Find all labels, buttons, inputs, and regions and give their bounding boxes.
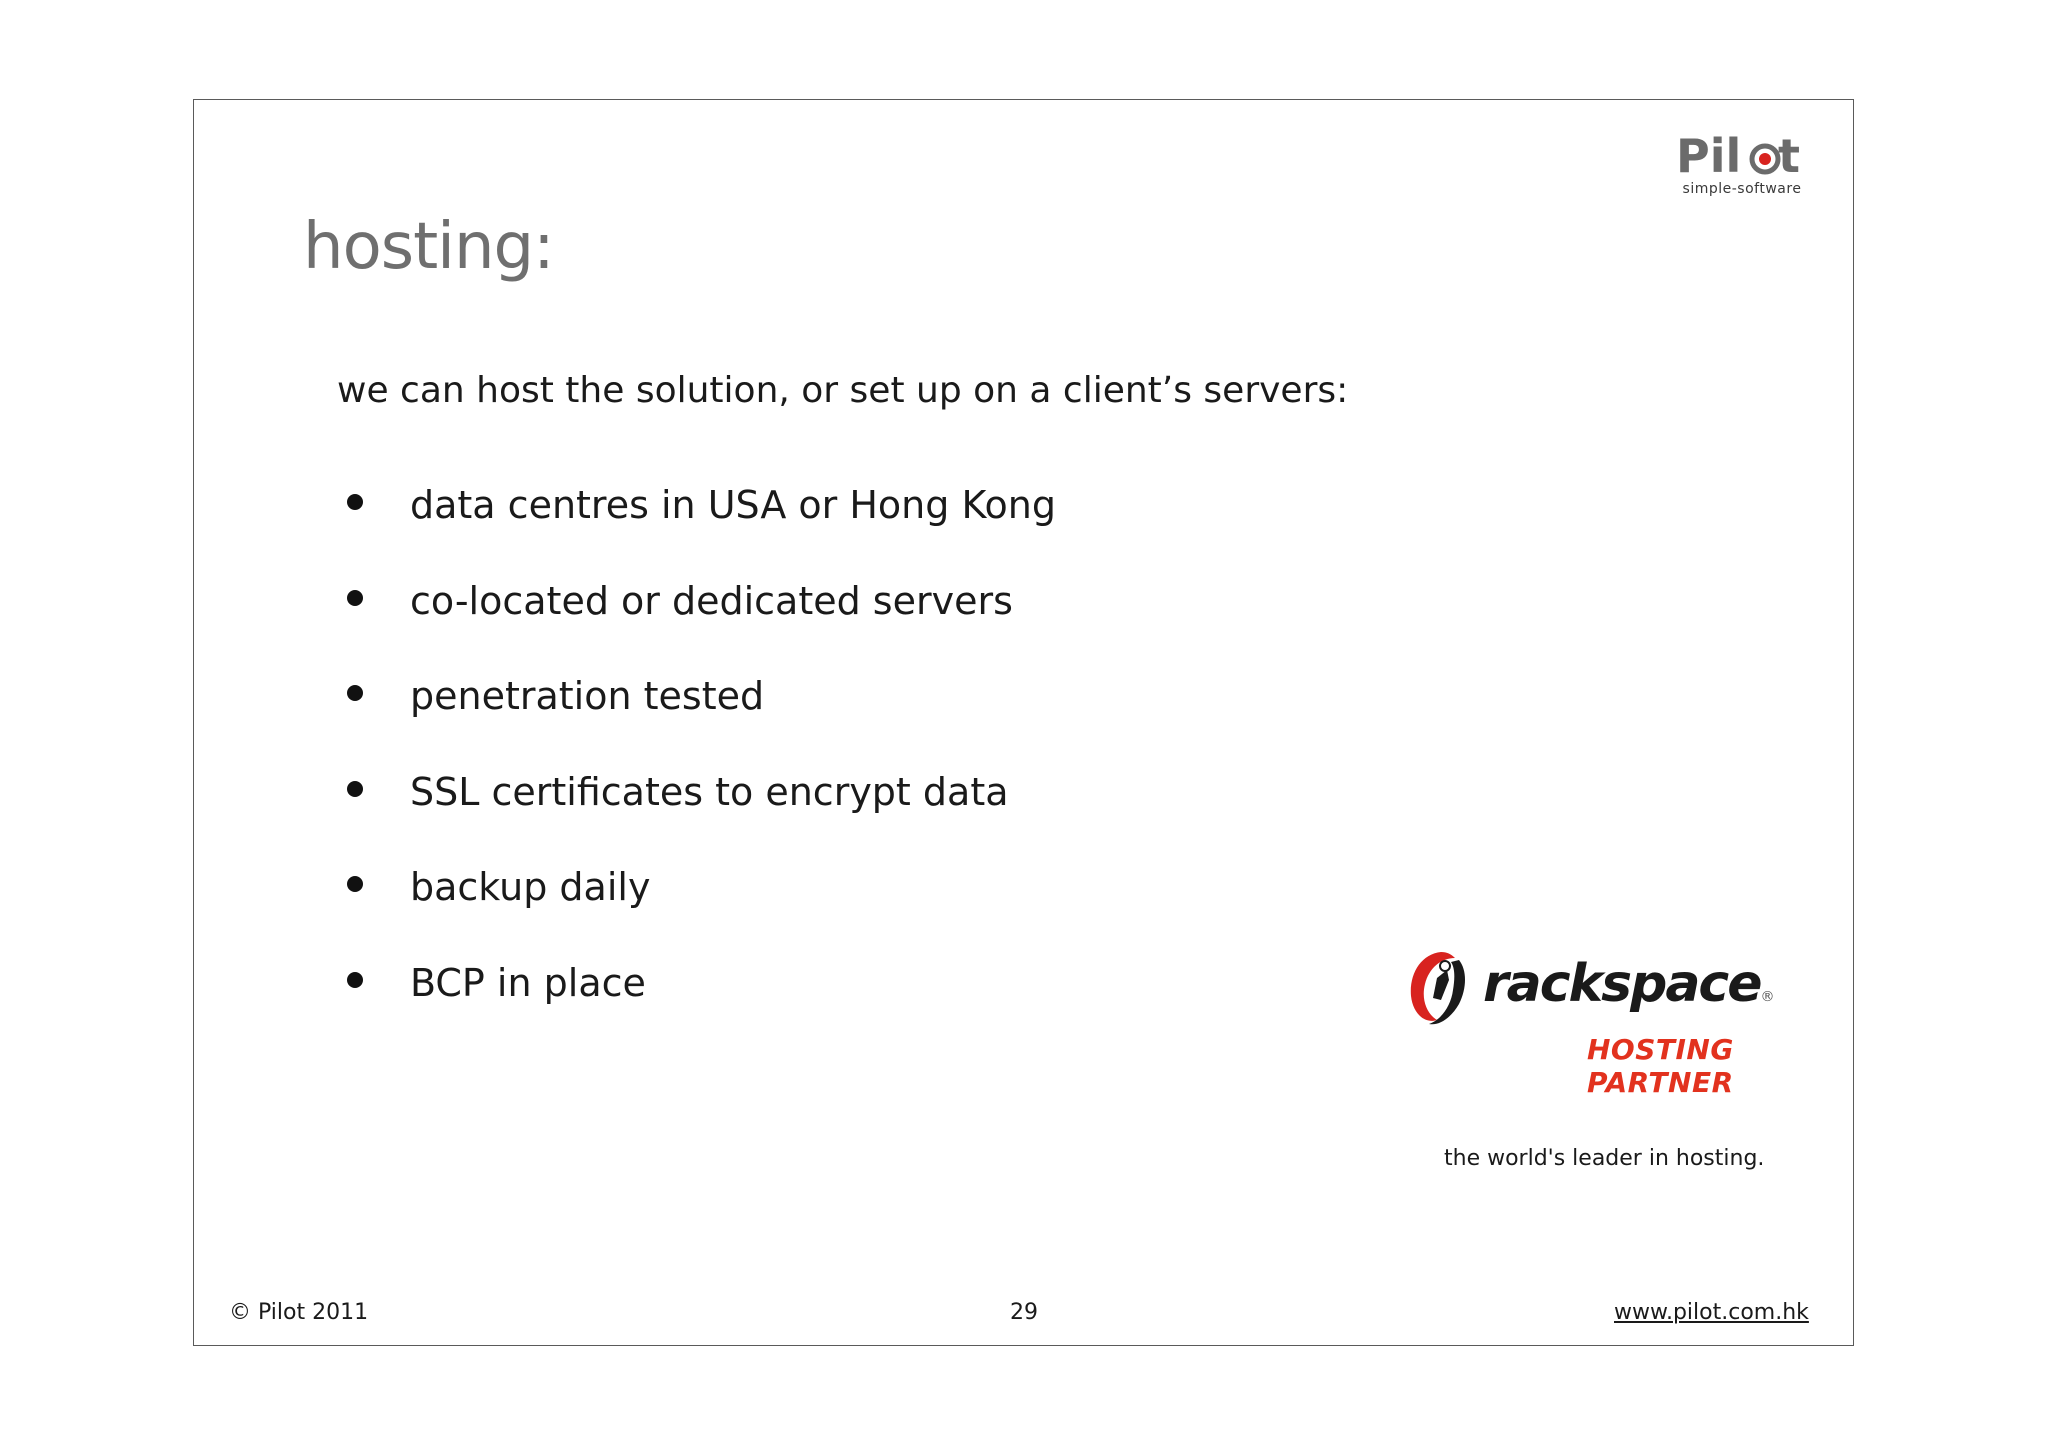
rackspace-logo [1407, 948, 1775, 1099]
rackspace-tagline: the world's leader in hosting. [1444, 1146, 1765, 1171]
bullet-text: penetration tested [410, 674, 765, 719]
slide-title: hosting: [303, 210, 554, 284]
hosting-label: HOSTING [1587, 1033, 1734, 1066]
pilot-tagline: simple-software [1682, 181, 1802, 197]
svg-text:t: t [1778, 129, 1800, 182]
rackspace-wordmark: rackspace® [1483, 954, 1775, 1014]
bullet-icon [347, 781, 363, 797]
bullet-item [337, 674, 1056, 773]
intro-text: we can host the solution, or set up on a client’s servers: [337, 370, 1349, 411]
pilot-wordmark [1674, 128, 1810, 182]
pilot-logo [1674, 128, 1810, 200]
footer-url-link[interactable]: www.pilot.com.hk [1614, 1300, 1809, 1325]
footer-copyright: © Pilot 2011 [229, 1300, 369, 1325]
bullet-icon [347, 972, 363, 988]
svg-text:Pil: Pil [1676, 129, 1742, 182]
bullet-icon [347, 590, 363, 606]
bullet-text: co-located or dedicated servers [410, 578, 1013, 623]
bullet-item [337, 578, 1056, 678]
bullet-text: SSL certificates to encrypt data [410, 769, 1009, 814]
bullet-item [337, 483, 1056, 582]
bullet-text: data centres in USA or Hong Kong [410, 483, 1056, 527]
bullet-item [337, 960, 1056, 1060]
bullet-item [337, 769, 1056, 869]
bullet-icon [347, 494, 363, 510]
partner-label: PARTNER [1587, 1066, 1734, 1099]
footer-page-number: 29 [1010, 1300, 1038, 1325]
rackspace-mark-icon [1407, 948, 1471, 1028]
bullet-text: BCP in place [410, 960, 646, 1005]
bullet-item [337, 865, 1056, 964]
bullet-icon [347, 685, 363, 701]
bullet-text: backup daily [410, 865, 651, 910]
bullet-icon [347, 876, 363, 892]
bullet-list [337, 483, 1056, 1060]
